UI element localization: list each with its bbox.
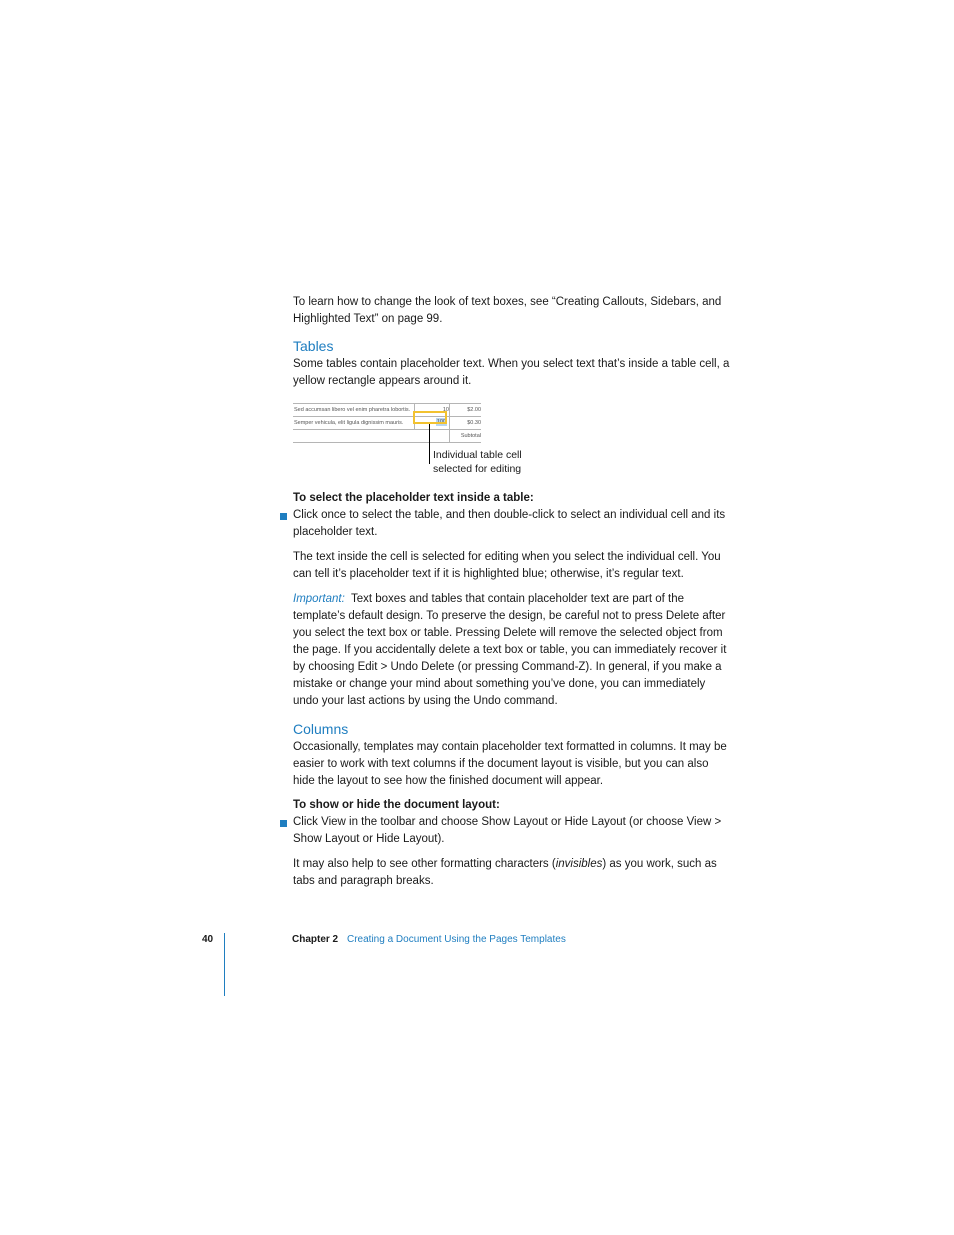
columns-heading: Columns: [293, 721, 349, 737]
example-table-figure: [293, 403, 481, 443]
tables-bullet-text: Click once to select the table, and then double-click to select an individual cell and its placeholder text.: [293, 509, 726, 538]
chapter-label: Chapter 2: [292, 934, 339, 945]
table-cell-description: [294, 430, 412, 442]
columns-bullet-text: Click View in the toolbar and choose Show Layout or Hide Layout (or choose View > Show Layout or Hide Layout).: [293, 816, 722, 845]
table-row: [293, 430, 481, 443]
callout-label: Individual table cell selected for editing: [433, 449, 522, 475]
table-cell-price: $0.30: [449, 417, 481, 429]
callout-line: [429, 424, 430, 464]
tables-intro: Some tables contain placeholder text. When you select text that’s inside a table cell, a yellow rectangle appears around it.: [293, 358, 730, 387]
table-row: [293, 417, 481, 430]
columns-step-title: To show or hide the document layout:: [293, 799, 500, 811]
table-row: [293, 403, 481, 417]
columns-paragraph-2: [293, 856, 733, 890]
selected-placeholder-text: 100: [436, 419, 446, 425]
table-cell-subtotal: Subtotal: [449, 430, 481, 442]
columns-intro: Occasionally, templates may contain placeholder text formatted in columns. It may be easier to work with text columns if the document layout is visible, but you can also hide the layout to see how the finished document will appear.: [293, 741, 727, 787]
important-body: Text boxes and tables that contain placeholder text are part of the template’s default design. To preserve the design, be careful not to press Delete after you select the text box or table. Pressing Delete will remove the selected object from the page. If you accidentally delete a text box or table, you can immediately recover it by choosing Edit > Undo Delete (or pressing Command-Z). In general, if you make a mistake or change your mind about something you’ve done, you can immediately undo your last actions by using the Undo command.: [293, 593, 727, 707]
yellow-selection-rectangle: [413, 411, 447, 424]
table-cell-description: Semper vehicula, elit ligula dignissim mauris.: [294, 420, 404, 426]
table-cell-quantity: 10: [414, 404, 449, 416]
important-note: [293, 591, 733, 710]
bullet-icon: [280, 513, 287, 520]
tables-heading: Tables: [293, 338, 334, 354]
tables-paragraph-2: The text inside the cell is selected for editing when you select the individual cell. You can tell it’s placeholder text if it is highlighted blue; otherwise, it’s regular text.: [293, 551, 721, 580]
columns-para-italic: invisibles: [555, 858, 603, 870]
intro-paragraph: To learn how to change the look of text boxes, see “Creating Callouts, Sidebars, and Highlighted Text” on page 99.: [293, 296, 722, 325]
columns-para-text-1: It may also help to see other formatting characters (: [293, 858, 556, 870]
important-label: Important:: [293, 593, 345, 605]
bullet-icon: [280, 820, 287, 827]
chapter-title: Creating a Document Using the Pages Templates: [347, 934, 566, 945]
page-number: 40: [202, 934, 214, 945]
table-cell-description: Sed accumsan libero vel enim pharetra lobortis.: [294, 407, 411, 413]
footer-divider: [224, 933, 225, 996]
tables-step-title: To select the placeholder text inside a table:: [293, 492, 534, 504]
columns-para-text-2: ) as you work, such as tabs and paragraph breaks.: [293, 858, 717, 887]
table-cell-price: $2.00: [449, 404, 481, 416]
